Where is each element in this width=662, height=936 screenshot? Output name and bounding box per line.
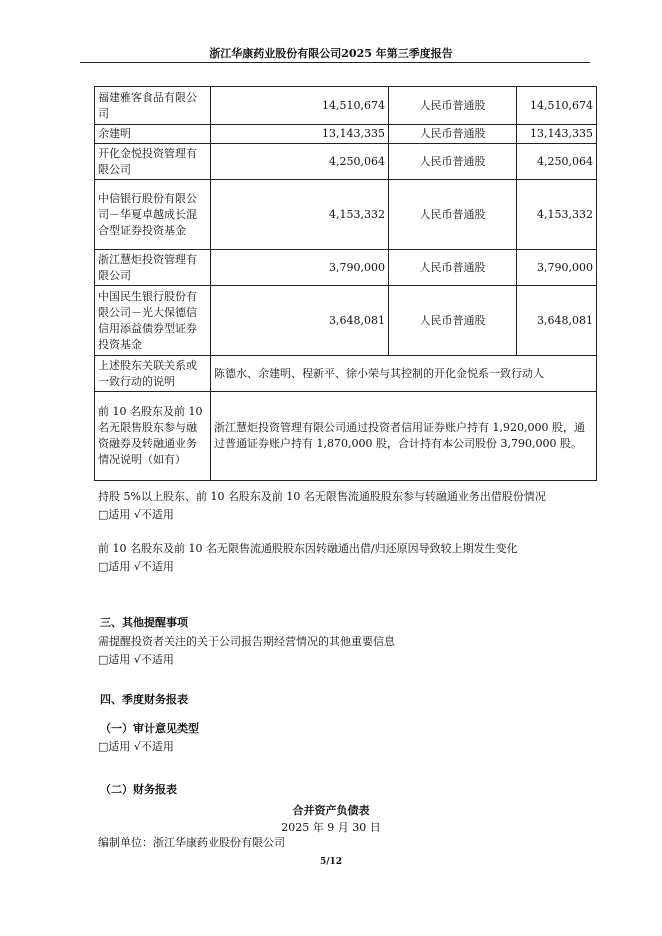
shareholder-name: 开化金悦投资管理有限公司	[95, 144, 211, 180]
table-row	[95, 87, 597, 125]
share-type: 人民币普通股	[389, 87, 517, 125]
table-row	[95, 180, 597, 250]
shares-held: 4,250,064	[211, 144, 389, 180]
table-row	[95, 250, 597, 286]
notice-lending-title: 持股 5%以上股东、前 10 名股东及前 10 名无限售流通股股东参与转融通业务出借股份情况	[98, 490, 546, 503]
audit-opinion-heading: （一）审计意见类型	[100, 722, 199, 735]
shareholder-name: 福建雅客食品有限公司	[95, 87, 211, 125]
share-amount: 3,790,000	[517, 250, 597, 286]
share-type: 人民币普通股	[389, 125, 517, 144]
notice-lending	[98, 488, 546, 524]
shareholder-name: 浙江慧炬投资管理有限公司	[95, 250, 211, 286]
section-3-options: □适用 √不适用	[98, 653, 174, 666]
page-header-title: 浙江华康药业股份有限公司2025 年第三季度报告	[209, 47, 453, 60]
share-type: 人民币普通股	[389, 180, 517, 250]
shares-held: 14,510,674	[211, 87, 389, 125]
preparer-unit: 编制单位：浙江华康药业股份有限公司	[98, 836, 285, 849]
share-type: 人民币普通股	[389, 144, 517, 180]
shareholders-table	[94, 86, 597, 481]
notice-lending-options: □适用 √不适用	[98, 508, 174, 521]
financial-statements-heading: （二）财务报表	[100, 783, 177, 796]
margin-trading-label: 前 10 名股东及前 10 名无限售股东参与融资融券及转融通业务情况说明（如有）	[95, 392, 211, 481]
table-row	[95, 144, 597, 180]
share-type: 人民币普通股	[389, 286, 517, 356]
section-4-heading: 四、季度财务报表	[100, 693, 188, 706]
header-divider	[80, 62, 590, 63]
notice-change	[98, 540, 518, 576]
shares-held: 13,143,335	[211, 125, 389, 144]
margin-trading-text: 浙江慧炬投资管理有限公司通过投资者信用证券账户持有 1,920,000 股，通过普通证券账户持有 1,870,000 股，合计持有本公司股份 3,790,000 股。	[211, 392, 597, 481]
share-amount: 4,153,332	[517, 180, 597, 250]
notice-change-title: 前 10 名股东及前 10 名无限售流通股股东因转融通出借/归还原因导致较上期发生变化	[98, 542, 518, 555]
shareholder-name: 中国民生银行股份有限公司－光大保德信信用添益债券型证券投资基金	[95, 286, 211, 356]
section-3-body	[98, 633, 395, 669]
audit-opinion-options: □适用 √不适用	[98, 740, 174, 753]
share-amount: 14,510,674	[517, 87, 597, 125]
table-row	[95, 286, 597, 356]
shareholder-name: 中信银行股份有限公司－华夏卓越成长混合型证券投资基金	[95, 180, 211, 250]
table-row	[95, 356, 597, 392]
shares-held: 4,153,332	[211, 180, 389, 250]
table-row	[95, 392, 597, 481]
section-3-heading: 三、其他提醒事项	[100, 616, 188, 629]
balance-sheet-title: 合并资产负债表	[292, 804, 370, 817]
share-amount: 3,648,081	[517, 286, 597, 356]
shares-held: 3,648,081	[211, 286, 389, 356]
share-amount: 13,143,335	[517, 125, 597, 144]
share-type: 人民币普通股	[389, 250, 517, 286]
shareholder-name: 余建明	[95, 125, 211, 144]
table-row	[95, 125, 597, 144]
section-3-text: 需提醒投资者关注的关于公司报告期经营情况的其他重要信息	[98, 635, 395, 648]
shares-held: 3,790,000	[211, 250, 389, 286]
notice-change-options: □适用 √不适用	[98, 560, 174, 573]
balance-sheet-date: 2025 年 9 月 30 日	[281, 821, 381, 834]
related-parties-label: 上述股东关联关系或一致行动的说明	[95, 356, 211, 392]
related-parties-text: 陈德水、余建明、程新平、徐小荣与其控制的开化金悦系一致行动人	[211, 356, 597, 392]
share-amount: 4,250,064	[517, 144, 597, 180]
page-number: 5/12	[319, 857, 343, 867]
